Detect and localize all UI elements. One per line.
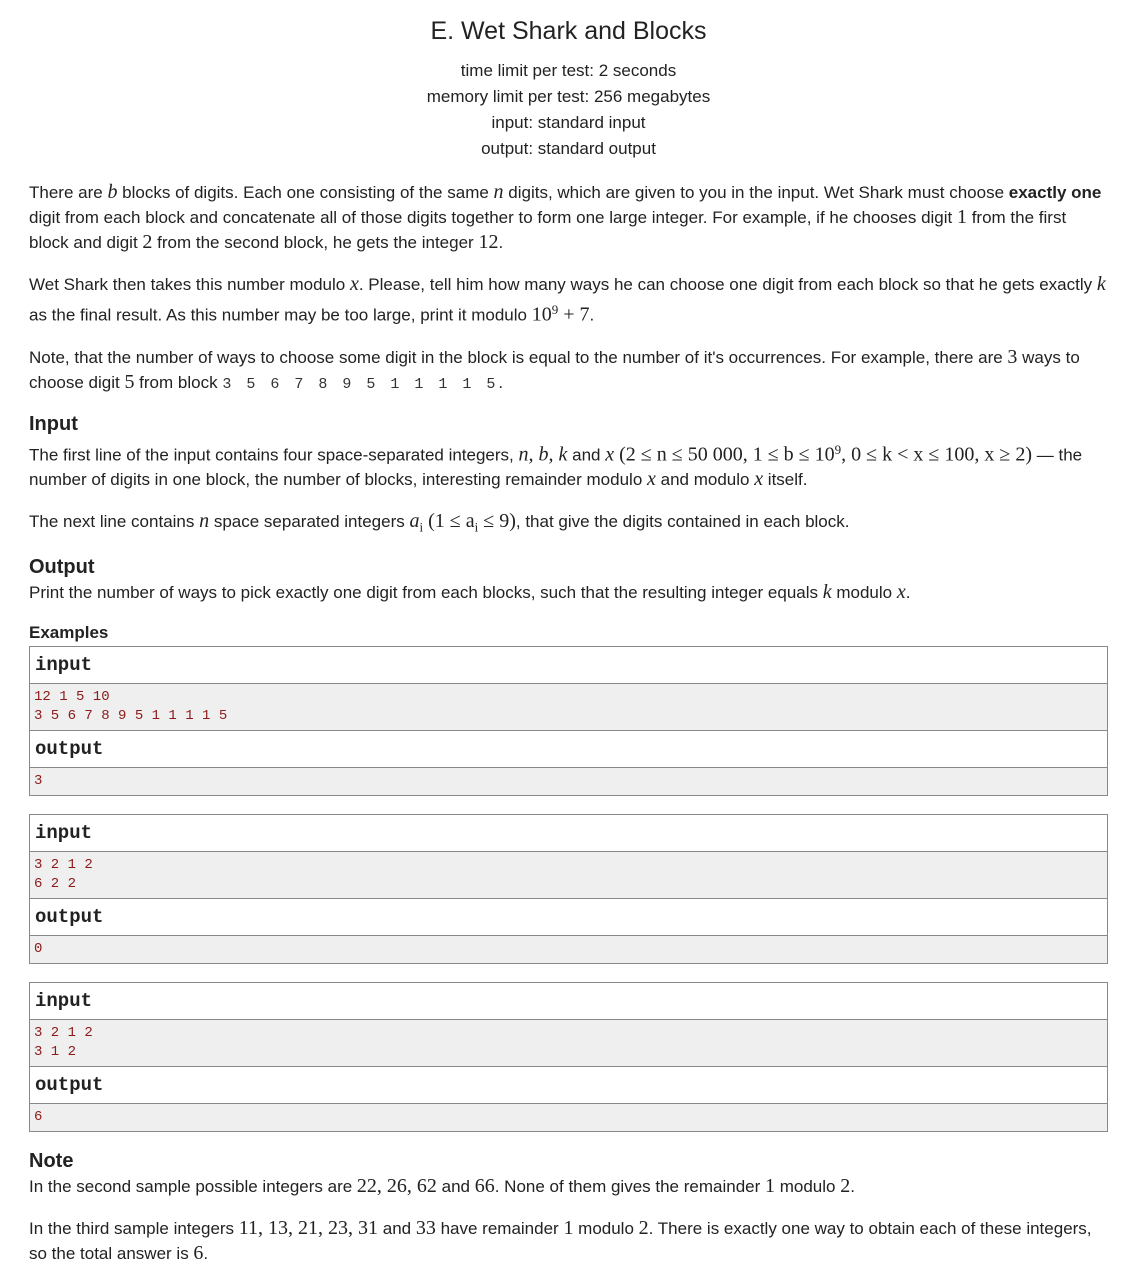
legend-paragraph-2: Wet Shark then takes this number modulo x. Please, tell him how many ways he can choose one digit from each block so that he gets exactly k as the final result. As this number may be too large, print it modulo $10^9 + 7$. [29,273,1106,326]
example-3 [29,982,1108,1132]
input-section-title: Input [29,412,78,435]
example-2 [29,814,1108,964]
memory-limit: memory limit per test: 256 megabytes [426,87,711,106]
example-output[interactable]: 6 [30,1104,1107,1131]
limits [29,58,1108,162]
example-output[interactable]: 3 [30,768,1107,795]
output-type: output: standard output [481,139,656,158]
output-paragraph: Print the number of ways to pick exactly one digit from each blocks, such that the resulting integer equals k modulo x. [29,580,911,603]
legend-paragraph-1: There are b blocks of digits. Each one consisting of the same n digits, which are given to you in the input. Wet Shark must choose exactly one digit from each block and concatenate all of those digits together to form one large integer. For example, if he chooses digit 1 from the first block and digit 2 from the second block, he gets the integer 12. [29,181,1102,253]
example-input-label: input [30,815,1107,852]
legend-paragraph-3: Note, that the number of ways to choose some digit in the block is equal to the number of it's occurrences. For example, there are 3 ways to choose digit 5 from block 3 5 6 7 8 9 5 1 1 1 1 5. [29,345,1080,393]
examples-title: Examples [29,622,109,642]
note-paragraph-1: In the second sample possible integers are 22, 26, 62 and 66. None of them gives the remainder 1 modulo 2. [29,1174,855,1197]
example-input[interactable]: 12 1 5 10 3 5 6 7 8 9 5 1 1 1 1 5 [30,684,1107,731]
output-section-title: Output [29,555,95,578]
example-input-label: input [30,983,1107,1020]
examples-section [29,622,1108,1132]
input-paragraph-1: The first line of the input contains four space-separated integers, n, b, k and x (2 ≤ n ≤ 50 000, $1 \le b \le 10^9$, 0 ≤ k < x ≤ 100, x ≥ 2) — the number of digits in one block, the number of blocks, interesting remainder modulo x and modulo x itself. [29,441,1083,491]
example-input-label: input [30,647,1107,684]
note-title: Note [29,1149,74,1172]
output-specification [29,554,1108,605]
example-output-label: output [30,1067,1107,1104]
example-output-label: output [30,899,1107,936]
input-specification [29,411,1108,540]
example-output[interactable]: 0 [30,936,1107,963]
note-paragraph-2: In the third sample integers 11, 13, 21, 23, 31 and 33 have remainder 1 modulo 2. There is exactly one way to obtain each of these integers, so the total answer is 6. [29,1216,1092,1264]
note-section [29,1148,1108,1266]
time-limit: time limit per test: 2 seconds [460,61,677,80]
legend [29,180,1108,397]
problem-title: E. Wet Shark and Blocks [430,17,707,45]
example-output-label: output [30,731,1107,768]
example-input[interactable]: 3 2 1 2 3 1 2 [30,1020,1107,1067]
input-paragraph-2: The next line contains n space separated integers $a_i$ $(1 \le a_i \le 9)$, that give the digits contained in each block. [29,510,850,535]
input-type: input: standard input [491,113,646,132]
example-1 [29,646,1108,796]
example-input[interactable]: 3 2 1 2 6 2 2 [30,852,1107,899]
